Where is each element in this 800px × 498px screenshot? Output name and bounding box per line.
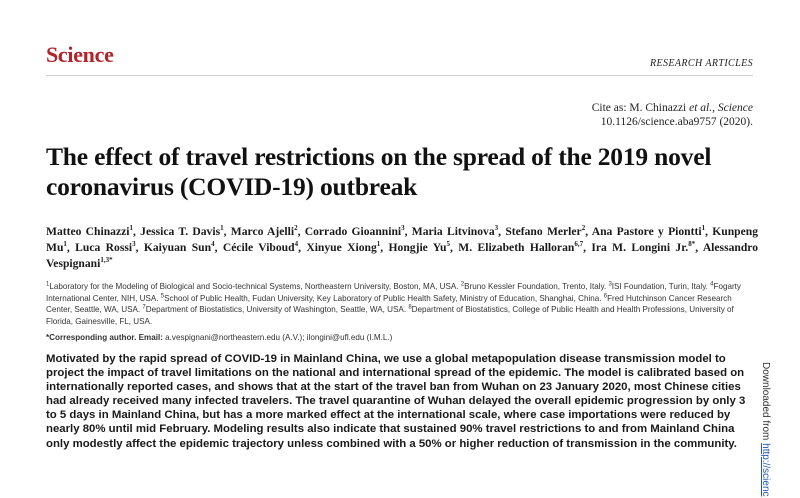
author-list [46,224,758,272]
citation-journal: Science [717,102,753,114]
affiliation-text: Fogarty International Center, NIH, USA. [46,282,741,303]
author-separator: , [705,225,713,238]
citation-doi[interactable]: 10.1126/science.aba9757 (2020). [600,116,753,128]
author-affiliation-marker: 1 [220,224,224,233]
corresponding-emails[interactable]: a.vespignani@northeastern.edu (A.V.); ilongini@ufl.edu (I.M.L.) [162,333,393,342]
affiliation-text: Laboratory for the Modeling of Biological and Socio-technical Systems, Northeastern University, Boston, MA, USA. [49,282,461,291]
author-separator: , [695,241,703,254]
author[interactable]: Cécile Viboud [222,241,295,254]
author-separator: , [223,225,231,238]
author-affiliation-marker: 4 [211,240,215,249]
affiliation-marker: 2 [460,281,465,288]
affiliation-marker: 8 [408,304,412,311]
citation-line [592,101,753,115]
author-affiliation-marker: 1 [376,240,381,249]
author[interactable]: Kaiyuan Sun [143,241,212,254]
watermark-link[interactable]: http://scienc [760,443,771,497]
corresponding-label: *Corresponding author. Email: [46,333,163,342]
author-separator: , [450,241,459,254]
corresponding-author [46,333,392,342]
author-separator: , [380,241,389,254]
citation-prefix: Cite as: M. Chinazzi [591,102,690,114]
author[interactable]: Matteo Chinazzi [46,225,130,238]
author-affiliation-marker: 3 [494,224,499,233]
section-label: RESEARCH ARTICLES [649,58,753,69]
author[interactable]: Ana Pastore y Piontti [591,225,702,238]
watermark-text: Downloaded from [760,362,771,444]
author[interactable]: Alessandro Vespignani [46,241,759,270]
author-separator: , [66,241,76,254]
author-separator: , [132,225,141,238]
author-affiliation-marker: 1 [63,240,67,249]
author-separator: , [498,225,506,238]
author-affiliation-marker: 1 [701,224,706,233]
author-affiliation-marker: 2 [294,224,298,233]
abstract: Motivated by the rapid spread of COVID-19 in Mainland China, we use a global metapopulation disease transmission model to project the impact of travel limitations on the national and international spread of the epidemic. The model is calibrated based on internationally reported cases, and shows that at the start of the travel ban from Wuhan on 23 January 2020, most Chinese cities had already received many infected travelers. The travel quarantine of Wuhan delayed the overall epidemic progression by only 3 to 5 days in Mainland China, but has a more marked effect at the international scale, where case importations were reduced by nearly 80% until mid February. Modeling results also indicate that sustained 90% travel restrictions to and from Mainland China only modestly affect the epidemic trajectory unless combined with a 50% or higher reduction of transmission in the community. [46,353,746,450]
affiliation-text: School of Public Health, Fudan University, Key Laboratory of Public Health Safety, Ministry of Education, Shanghai, China. [164,293,604,303]
author-affiliation-marker: 4 [294,240,299,249]
author-affiliation-marker: 1 [129,224,133,233]
author-separator: , [583,241,592,254]
author[interactable]: Marco Ajelli [230,225,295,238]
author-affiliation-marker: 1,3* [100,256,113,265]
author[interactable]: M. Elizabeth Halloran [458,241,575,254]
affiliation-marker: 1 [46,281,50,288]
citation-etal: et al. [689,102,713,114]
author-separator: , [298,241,307,254]
author-separator: , [214,241,223,254]
author[interactable]: Xinyue Xiong [306,241,377,254]
affiliation-marker: 4 [710,281,714,288]
affiliations [46,281,758,327]
author[interactable]: Corrado Gioannini [304,225,402,238]
citation-separator: , [712,102,718,114]
author-affiliation-marker: 2 [581,224,586,233]
affiliation-marker: 7 [142,304,146,311]
citation-block [592,101,753,129]
affiliation-text: ISI Foundation, Turin, Italy. [611,282,711,291]
affiliation-marker: 6 [603,292,608,299]
author[interactable]: Kunpeng Mu [46,225,758,254]
author[interactable]: Stefano Merler [505,225,582,238]
author-separator: , [404,225,412,238]
author[interactable]: Jessica T. Davis [140,225,221,238]
author-affiliation-marker: 5 [446,240,451,249]
author-affiliation-marker: 6,7 [574,240,584,249]
affiliation-text: Department of Biostatistics, University of Washington, Seattle, WA, USA. [145,305,409,314]
affiliation-text: Department of Biostatistics, College of Public Health and Health Professions, University of Florida, Gainesville, FL, USA. [46,305,734,326]
header-divider [46,75,753,76]
author-separator: , [585,225,592,238]
affiliation-text: Fred Hutchinson Cancer Research Center, Seattle, WA, USA. [46,293,732,314]
affiliation-text: Bruno Kessler Foundation, Trento, Italy. [464,282,609,291]
author-affiliation-marker: 3 [401,224,405,233]
author-affiliation-marker: 3 [132,240,136,249]
affiliation-marker: 3 [608,281,612,288]
author-affiliation-marker: 8* [688,240,696,249]
journal-logo[interactable]: Science [46,42,114,67]
article-title: The effect of travel restrictions on the spread of the 2019 novel coronavirus (COVID-19) outbreak [46,142,712,201]
download-watermark [760,362,771,497]
author-separator: , [135,241,144,254]
author[interactable]: Maria Litvinova [411,225,495,238]
author[interactable]: Ira M. Longini Jr. [591,241,689,254]
author[interactable]: Hongjie Yu [388,241,447,254]
affiliation-marker: 5 [160,292,165,299]
author-separator: , [297,225,305,238]
author[interactable]: Luca Rossi [75,241,133,254]
